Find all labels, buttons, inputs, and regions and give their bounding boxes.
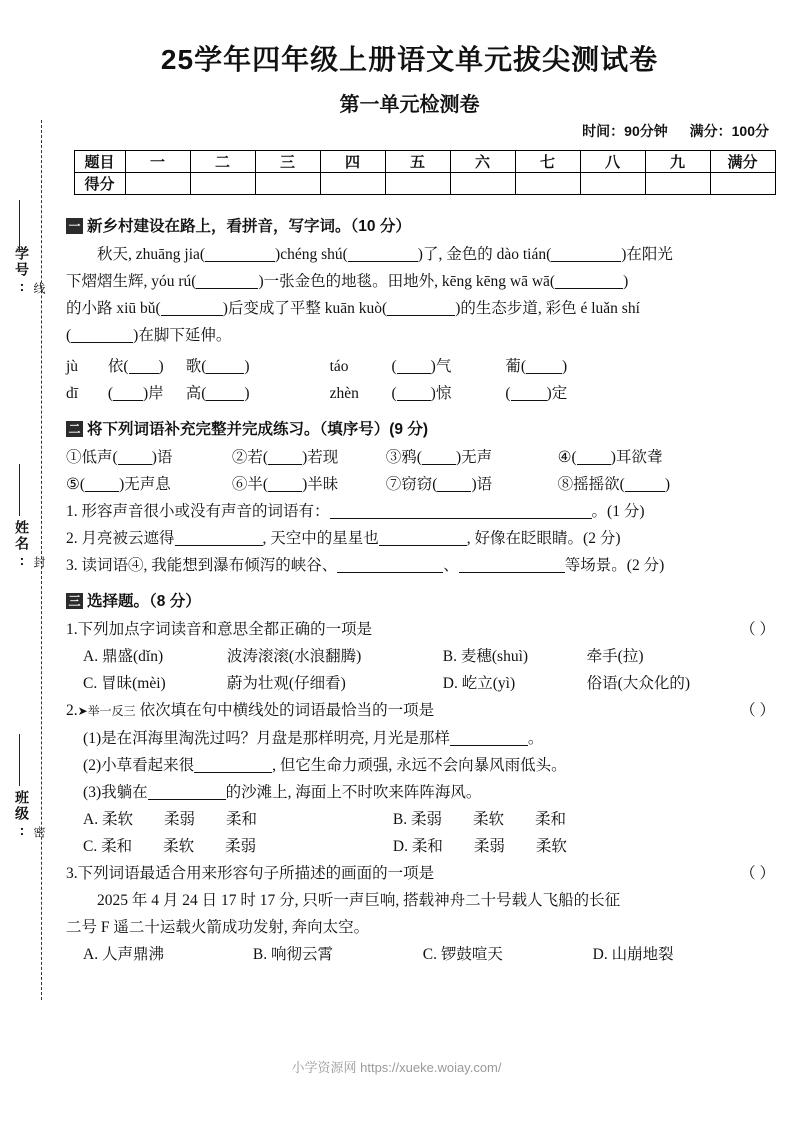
sec2-q1-blank[interactable] [330,518,592,519]
pinyin-passage-line-2 [66,268,775,295]
sec3-q2-s3-end: 的沙滩上, 海面上不时吹来阵阵海风。 [225,784,482,801]
sec2-question-1 [66,498,775,525]
char-pu-pre: 葡( [505,358,527,375]
idiom-blank-2[interactable] [268,464,302,465]
sec3-q2-opt-d-words: 柔和 柔弱 柔软 [411,838,567,855]
score-col-7: 七 [515,151,580,173]
binding-margin-rail [0,0,56,1121]
pinyin-text-g: ) [623,273,629,290]
sec3-q1-option-b-2 [587,643,644,670]
score-col-1: 一 [125,151,190,173]
table-row-headers [74,151,775,173]
section-points-2: （填序号）(9 分) [319,421,429,438]
footer-url: https://xueke.woiay.com/ [360,1060,502,1075]
pinyin-blank-6[interactable] [161,315,223,316]
char-cell-ge: 歌( ) [185,358,250,375]
sec3-q3-option-row [66,941,775,968]
score-cell-9[interactable] [645,173,710,195]
score-col-8: 八 [580,151,645,173]
char-cell-qi [392,353,502,380]
pinyin-text-h: 的小路 xiū bǔ( [66,300,161,317]
section-title-1: 新乡村建设在路上，看拼音，写字词。 [87,218,351,235]
sec3-q1-opt-b-p2: 牵手(拉) [586,648,644,665]
sec2-q1-number: 1. [66,503,78,520]
score-col-9: 九 [645,151,710,173]
sec2-q3-blank-1[interactable] [337,572,443,573]
sec3-q3-option-a[interactable] [83,941,249,968]
score-cell-total[interactable] [710,173,775,195]
sec3-q2-opt-c-key: C. [83,838,98,855]
sec2-q2-text-c: , 好像在眨眼睛。 [466,530,584,547]
rail-label-student-id: 学号: [14,246,30,296]
sec3-q1-opt-d-p2: 俗语(大众化的) [586,675,690,692]
sec3-q2-option-row-ab [66,806,775,833]
sec3-q2-s1-blank[interactable] [450,745,528,746]
char-an-post: )岸 [143,385,164,402]
sec3-q3-opt-d-key: D. [592,946,608,963]
footer-watermark [0,1057,793,1076]
sec3-q2-s3-text: 我躺在 [101,784,148,801]
sec3-q3-opt-b-words: 响彻云霄 [271,946,334,963]
sec2-q3-number: 3. [66,557,78,574]
sec3-q2-s2-end: , 但它生命力顽强, 永远不会向暴风雨低头。 [272,757,567,774]
sec2-q2-text-b: , 天空中的星星也 [262,530,379,547]
idiom-6-id: ⑥ [231,476,248,493]
score-col-5: 五 [385,151,450,173]
sec3-q2-option-row-cd [66,833,775,860]
pinyin-text-f: )一张金色的地毯。田地外, kēng kēng wā wā( [258,273,556,290]
sec3-q1-opt-a-p1: 鼎盛(dǐn) [102,648,164,665]
idiom-6-post: )半昧 [302,476,339,493]
idiom-3-pre: 鸦( [401,449,422,466]
sec3-q1-opt-d-key: D. [442,675,458,692]
pinyin-text-j: )的生态步道, 彩色 é luǎn shí [455,300,640,317]
pinyin-text-c: )了, 金色的 dào tián( [417,246,552,263]
idiom-blank-5[interactable] [85,491,119,492]
section-heading-3 [66,588,775,615]
sec3-q1-option-d-2 [587,670,690,697]
score-col-4: 四 [320,151,385,173]
char-cell-pu: 葡( ) [505,358,568,375]
sec3-q1-opt-a-p2: 波涛滚滚(水浪翻腾) [226,648,362,665]
pinyin-blank-7[interactable] [387,315,455,316]
pinyin-passage-line-4 [66,322,775,349]
idiom-blank-1[interactable] [118,464,152,465]
char-blank-an[interactable] [113,400,143,401]
sec3-q1-option-a-2 [227,643,439,670]
sec3-q3-opt-c-words: 锣鼓喧天 [440,946,503,963]
score-table-row-label-1: 得分 [74,173,125,195]
sec3-q3-number: 3. [66,865,78,882]
score-cell-2[interactable] [190,173,255,195]
sec2-question-3 [66,552,775,579]
char-ge-pre: 歌( [185,358,207,375]
sec3-q1-opt-b-key: B. [442,648,458,665]
section-title-2: 将下列词语补充完整并完成练习。 [87,421,320,438]
pinyin-text-b: )chéng shú( [275,246,348,263]
sec2-q2-blank-2[interactable] [379,545,467,546]
char-exercise-row-1 [66,353,775,380]
sec3-q1-opt-c-p2: 蔚为壮观(仔细看) [226,675,346,692]
pinyin-blank-8[interactable] [71,342,133,343]
sec3-q1-opt-d-p1: 屹立(yì) [461,675,516,692]
char-yi-pre: 依( [107,358,129,375]
idiom-1-pre: 低声( [81,449,118,466]
sec3-q3-option-b[interactable] [253,941,419,968]
score-table [74,150,776,195]
idiom-5-id: ⑤ [66,476,80,493]
section-heading-1 [66,213,775,240]
sec3-q1-opt-b-p1: 麦穗(shuì) [460,648,529,665]
exam-page [56,0,793,1121]
sec3-q3-opt-a-key: A. [83,946,99,963]
char-pinyin-ju: jù [66,358,79,375]
sec3-q2-stem: 依次填在句中横线处的词语最恰当的一项是 [139,702,435,719]
sec3-q2-opt-b-words: 柔弱 柔软 柔和 [411,811,567,828]
idiom-item-3 [386,444,554,471]
char-pinyin-tao: táo [329,358,349,375]
pinyin-text-a: 秋天, zhuāng jia( [97,246,206,263]
exam-meta [56,121,793,141]
idiom-1-id: ① [66,449,82,466]
idiom-8-id: ⑧ [557,476,574,493]
sec3-q1-number: 1. [66,621,78,638]
idiom-blank-4[interactable] [577,464,611,465]
pinyin-text-k: ( [66,327,72,344]
pinyin-text-d: )在阳光 [621,246,673,263]
char-gao-pre: 高( [185,385,207,402]
idiom-5-pre: ( [79,476,86,493]
char-ding-post: )定 [546,385,568,402]
score-col-3: 三 [255,151,320,173]
sec3-q2-s3-id: (3) [83,784,102,801]
total-score-label: 满分：100分 [689,123,769,139]
exam-body [66,213,775,968]
sec3-q3-opt-d-words: 山崩地裂 [611,946,674,963]
sec3-q2-opt-c-words: 柔和 柔软 柔弱 [101,838,257,855]
section-number-1: 一 [66,218,83,234]
sec2-q3-blank-2[interactable] [459,572,565,573]
idiom-item-8 [558,471,670,498]
char-qi-pre: ( [391,358,397,375]
pinyin-blank-5[interactable] [555,288,623,289]
pinyin-blank-3[interactable] [551,261,621,262]
sec3-q3-stem: 下列词语最适合用来形容句子所描述的画面的一项是 [77,865,435,882]
rail-seal-feng: 封 [32,556,46,568]
char-pinyin-di: dī [66,385,79,402]
rail-rule-1 [19,200,20,252]
char-pinyin-zhen: zhèn [329,385,359,402]
idiom-5-post: )无声息 [119,476,171,493]
sec3-q1-answer-paren[interactable]: （ ） [740,621,775,638]
rail-rule-3 [19,734,20,786]
pinyin-text-i: )后变成了平整 kuān kuò( [222,300,388,317]
char-exercise-row-2 [66,380,775,407]
score-col-6: 六 [450,151,515,173]
idiom-7-id: ⑦ [385,476,402,493]
score-cell-6[interactable] [450,173,515,195]
idiom-1-post: )语 [151,449,173,466]
score-cell-7[interactable] [515,173,580,195]
sec3-q2-opt-d-key: D. [392,838,408,855]
sec3-q3-passage-line-1: 2025 年 4 月 24 日 17 时 17 分, 只听一声巨响, 搭载神舟二十号载人飞船的长征 [97,892,621,909]
char-blank-gao[interactable] [206,400,244,401]
sec2-q3-text-c: 等场景。 [564,557,627,574]
sec3-q2-sentence-2 [66,752,775,779]
rail-seal-xian: 线 [32,282,46,294]
sec3-q2-option-d[interactable] [393,833,567,860]
sec2-q1-points: (1 分) [607,503,645,520]
sec3-q1-opt-a-key: A. [83,648,99,665]
idiom-blank-3[interactable] [422,464,456,465]
idiom-item-6 [232,471,382,498]
score-cell-1[interactable] [125,173,190,195]
idiom-6-pre: 半( [247,476,269,493]
char-cell-gao: 高( ) [185,385,250,402]
sec3-q1-option-c-1[interactable] [83,670,223,697]
sec3-q2-answer-paren[interactable]: （ ） [740,702,775,719]
sec3-q2-sentence-3 [66,779,775,806]
char-blank-jing[interactable] [397,400,431,401]
sec3-q1-option-row-ab [66,643,775,670]
sec3-q2-option-a[interactable] [83,806,389,833]
section-heading-2 [66,416,775,443]
pinyin-blank-1[interactable] [205,261,275,262]
idiom-7-post: )语 [471,476,493,493]
char-jing-post: )惊 [430,385,452,402]
pinyin-passage-line-1 [66,241,775,268]
char-jing-pre: ( [391,385,397,402]
char-cell-yi: 依( ) [107,358,164,375]
sec3-q3-option-c[interactable] [423,941,589,968]
section-title-3: 选择题。 [87,593,150,610]
sec2-question-2 [66,525,775,552]
section-points-3: （8 分） [149,593,201,610]
sec2-q3-text-b: 、 [443,557,459,574]
section-number-2: 二 [66,421,83,437]
idiom-blank-8[interactable] [625,491,665,492]
sec3-q2-tag: ➤举一反三 [77,704,136,718]
sec3-q2-s2-id: (2) [83,757,102,774]
pinyin-text-e: 下熠熠生辉, yóu rú( [66,273,197,290]
sec3-question-3 [66,860,775,887]
time-limit-label: 时间：90分钟 [582,123,668,139]
rail-label-class: 班级: [14,790,30,840]
sec3-q2-option-b[interactable] [393,806,566,833]
sec3-q2-s1-text: 是在洱海里淘洗过吗？月盘是那样明亮, 月光是那样 [101,730,450,747]
idiom-item-4 [558,444,663,471]
sec3-q1-opt-c-p1: 冒昧(mèi) [101,675,166,692]
idiom-4-id: ④ [557,449,572,466]
table-row-scores [74,173,775,195]
page-subtitle: 第一单元检测卷 [339,94,480,116]
score-table-row-label-0: 题目 [74,151,125,173]
sec3-q3-option-d[interactable] [593,941,674,968]
idiom-item-1 [66,444,228,471]
idiom-8-post: ) [664,476,670,493]
sec3-q3-opt-b-key: B. [252,946,268,963]
idiom-item-2 [232,444,382,471]
sec2-q2-points: (2 分) [583,530,621,547]
char-an-pre: ( [107,385,114,402]
idiom-2-id: ② [231,449,248,466]
char-ding-pre: ( [505,385,511,402]
idiom-8-pre: 摇摇欲( [573,476,625,493]
char-blank-ding[interactable] [511,400,547,401]
pinyin-text-l: )在脚下延伸。 [133,327,232,344]
idiom-4-post: )耳欲聋 [610,449,663,466]
score-cell-5[interactable] [385,173,450,195]
idiom-3-id: ③ [385,449,402,466]
section-number-3: 三 [66,593,83,609]
sec3-question-2 [66,697,775,725]
sec2-q2-text-a: 月亮被云遮得 [81,530,175,547]
idiom-row-1 [66,444,775,471]
idiom-blank-6[interactable] [268,491,302,492]
sec2-q1-end: 。 [591,503,608,520]
idiom-7-pre: 窃窃( [401,476,438,493]
pinyin-passage-line-3 [66,295,775,322]
sec3-q3-opt-a-words: 人声鼎沸 [102,946,165,963]
sec2-q1-text: 形容声音很小或没有声音的词语有： [81,503,330,520]
sec2-q2-number: 2. [66,530,78,547]
sec3-q2-s2-blank[interactable] [194,772,272,773]
char-blank-yi[interactable] [129,373,159,374]
sec2-q2-blank-1[interactable] [175,545,263,546]
idiom-4-pre: ( [571,449,577,466]
char-blank-qi[interactable] [397,373,431,374]
sec3-q1-option-d-1[interactable] [443,670,583,697]
char-cell-jing [392,380,502,407]
score-cell-8[interactable] [580,173,645,195]
sec3-q2-sentence-1 [66,725,775,752]
idiom-2-post: )若现 [302,449,339,466]
sec3-q3-passage-line-2: 二号 F 遥二十运载火箭成功发射, 奔向太空。 [66,919,370,936]
score-col-total: 满分 [710,151,775,173]
rail-rule-2 [19,464,20,516]
sec3-q1-option-c-2 [227,670,439,697]
rail-seal-mi: 密 [32,826,46,838]
sec3-q3-opt-c-key: C. [422,946,438,963]
sec3-q2-opt-a-words: 柔软 柔弱 柔和 [102,811,258,828]
idiom-blank-7[interactable] [437,491,471,492]
footer-site-name: 小学资源网 [291,1060,357,1075]
sec3-q1-option-b-1[interactable] [443,643,583,670]
idiom-row-2 [66,471,775,498]
score-cell-4[interactable] [320,173,385,195]
sec3-q1-option-a-1[interactable] [83,643,223,670]
sec3-q1-opt-c-key: C. [83,675,98,692]
pinyin-blank-2[interactable] [348,261,418,262]
idiom-2-pre: 若( [247,449,269,466]
idiom-item-7 [386,471,554,498]
sec3-q1-stem: 下列加点字词读音和意思全都正确的一项是 [77,621,373,638]
page-title: 25学年四年级上册语文单元拔尖测试卷 [160,44,659,75]
sec3-q2-s2-text: 小草看起来很 [101,757,195,774]
sec3-q2-s1-id: (1) [83,730,102,747]
sec3-q2-option-c[interactable] [83,833,389,860]
sec3-q2-s3-blank[interactable] [148,799,226,800]
pinyin-blank-4[interactable] [196,288,258,289]
score-col-2: 二 [190,151,255,173]
sec3-q2-s1-end: 。 [527,730,544,747]
char-blank-ge[interactable] [206,373,244,374]
sec3-q2-number: 2. [66,702,78,719]
idiom-3-post: )无声 [455,449,493,466]
rail-label-name: 姓名: [14,520,30,570]
char-cell-an [108,380,182,407]
section-points-1: （10 分） [350,218,411,235]
sec3-question-1 [66,616,775,643]
sec3-q1-option-row-cd [66,670,775,697]
idiom-item-5 [66,471,228,498]
score-cell-3[interactable] [255,173,320,195]
sec2-q3-points: (2 分) [626,557,665,574]
sec2-q3-text-a: 读词语④, 我能想到瀑布倾泻的峡谷、 [81,557,338,574]
sec3-q2-opt-b-key: B. [392,811,408,828]
sec3-q2-opt-a-key: A. [83,811,99,828]
sec3-q3-answer-paren[interactable]: （ ） [740,865,775,882]
char-blank-pu[interactable] [526,373,562,374]
char-cell-ding [505,380,567,407]
char-qi-post: )气 [430,358,452,375]
